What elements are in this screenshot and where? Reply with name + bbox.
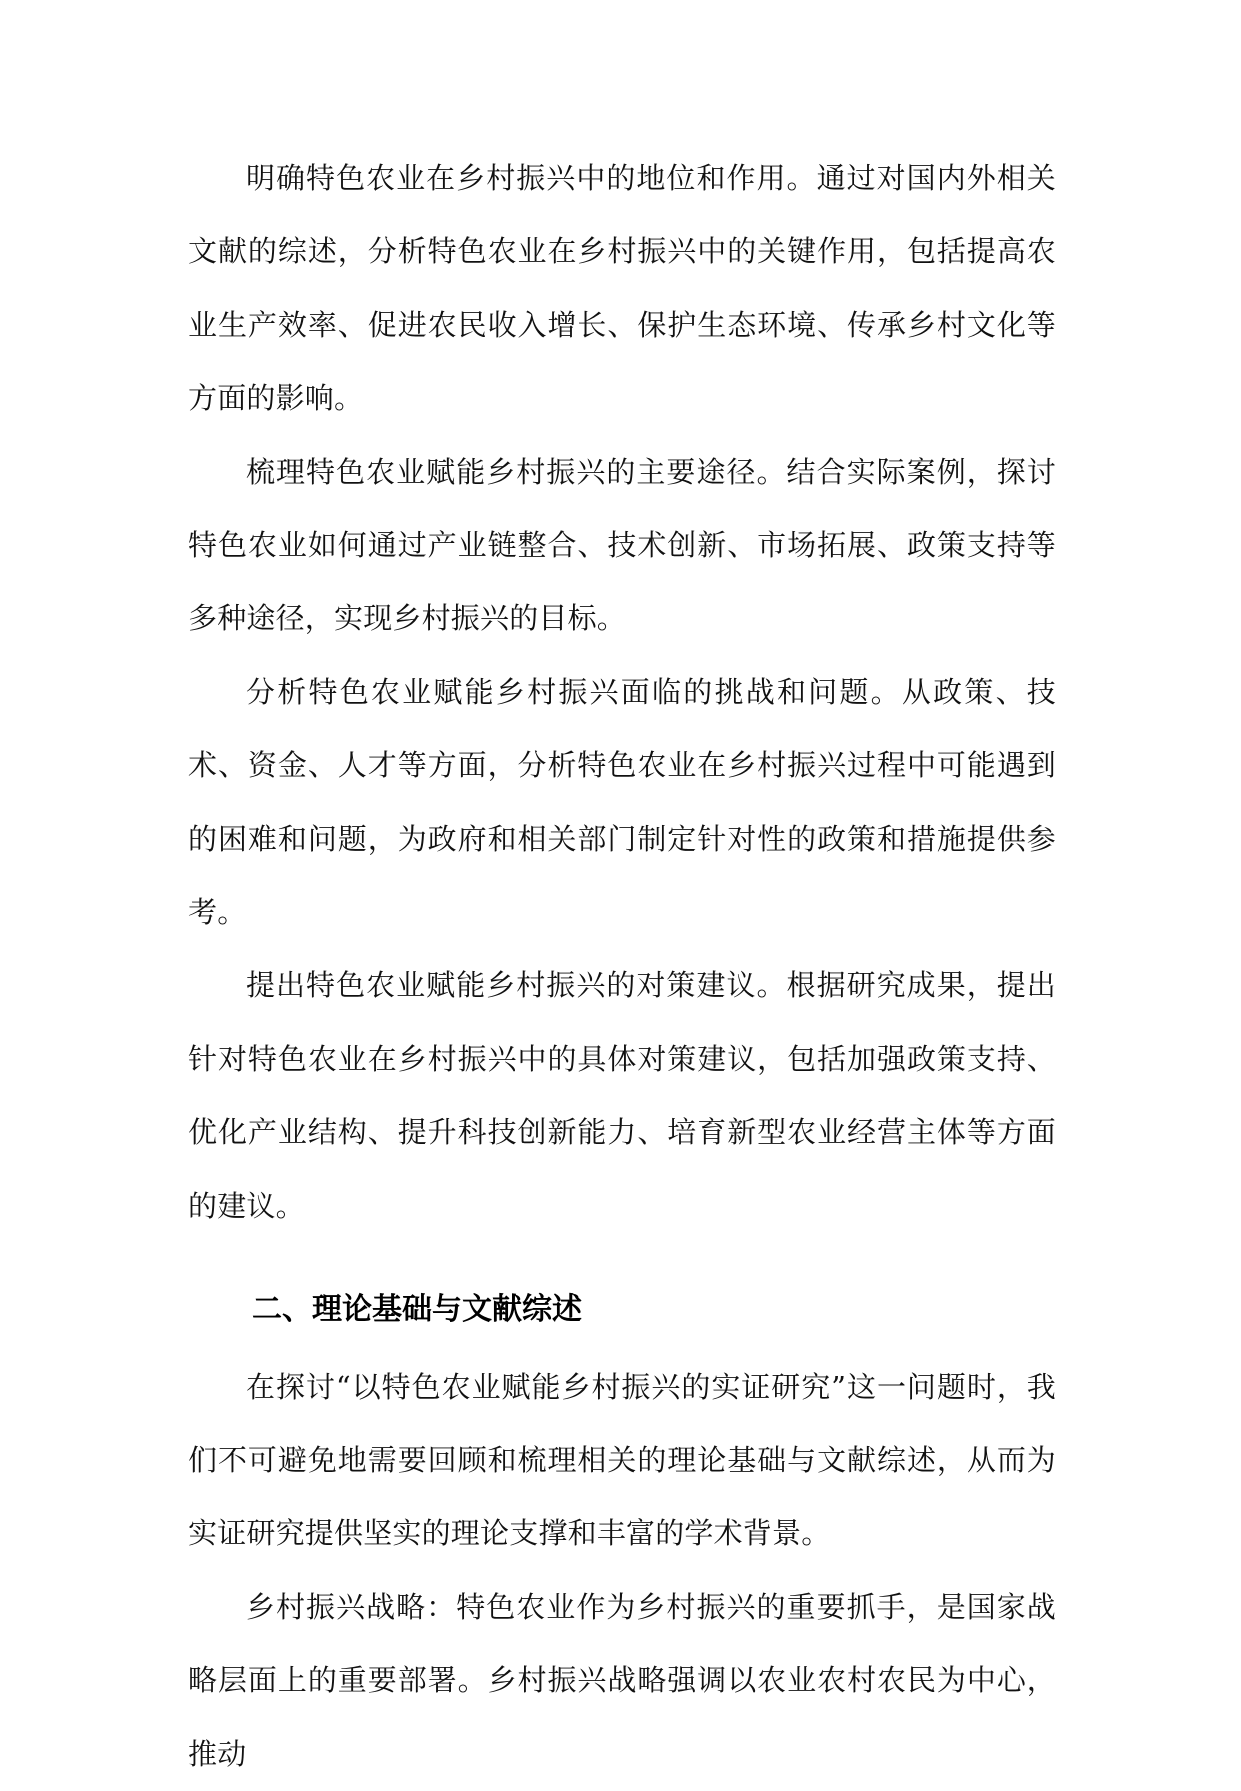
paragraph-literature-intro: 在探讨“以特色农业赋能乡村振兴的实证研究”这一问题时，我们不可避免地需要回顾和梳理相关的理论基础与文献综述，从而为实证研究提供坚实的理论支撑和丰富的学术背景。 [188,1369,1056,1551]
paragraph-main-pathways: 梳理特色农业赋能乡村振兴的主要途径。结合实际案例，探讨特色农业如何通过产业链整合、技术创新、市场拓展、政策支持等多种途径，实现乡村振兴的目标。 [188,454,1056,636]
paragraph-recommendations: 提出特色农业赋能乡村振兴的对策建议。根据研究成果，提出针对特色农业在乡村振兴中的具体对策建议，包括加强政策支持、优化产业结构、提升科技创新能力、培育新型农业经营主体等方面的建议。 [188,968,1056,1223]
paragraph-role-of-specialty-agriculture: 明确特色农业在乡村振兴中的地位和作用。通过对国内外相关文献的综述，分析特色农业在乡村振兴中的关键作用，包括提高农业生产效率、促进农民收入增长、保护生态环境、传承乡村文化等方面的影响。 [188,161,1056,416]
paragraph-rural-revitalization-strategy: 乡村振兴战略：特色农业作为乡村振兴的重要抓手，是国家战略层面上的重要部署。乡村振兴战略强调以农业农村农民为中心，推动 [188,1589,1056,1771]
paragraph-challenges: 分析特色农业赋能乡村振兴面临的挑战和问题。从政策、技术、资金、人才等方面，分析特色农业在乡村振兴过程中可能遇到的困难和问题，为政府和相关部门制定针对性的政策和措施提供参考。 [188,674,1056,930]
document-body [188,142,1056,1791]
section-heading: 二、理论基础与文献综述 [252,1292,582,1328]
